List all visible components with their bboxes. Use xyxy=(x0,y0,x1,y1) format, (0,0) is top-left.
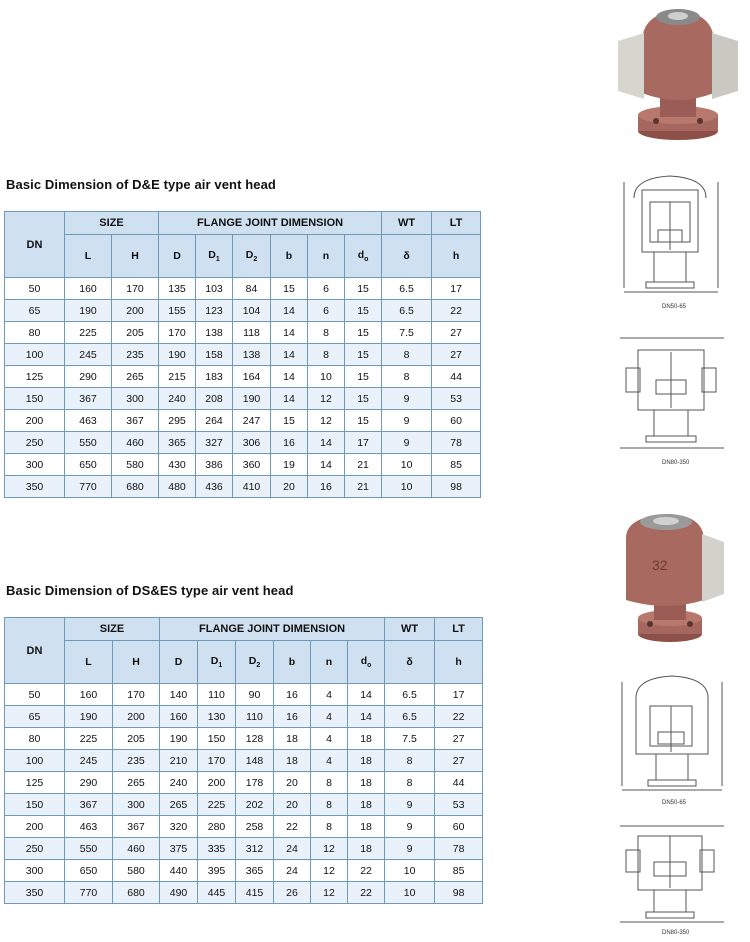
drawing-caption: DN50-65 xyxy=(662,800,687,806)
casting-marking: 32 xyxy=(652,557,668,573)
table-cell: 335 xyxy=(198,838,236,860)
table-cell: 27 xyxy=(432,322,481,344)
col-header: $D_2$ xyxy=(233,235,271,278)
table-cell: 9 xyxy=(385,816,435,838)
col-header: D xyxy=(160,641,198,684)
table-cell: 367 xyxy=(65,794,113,816)
wt-header: WT xyxy=(382,212,432,235)
dn-cell: 150 xyxy=(5,388,65,410)
table-cell: 365 xyxy=(159,432,196,454)
col-header: δ xyxy=(385,641,435,684)
table-cell: 17 xyxy=(435,684,483,706)
table-cell: 367 xyxy=(112,410,159,432)
col-header: b xyxy=(271,235,308,278)
table-cell: 9 xyxy=(385,838,435,860)
table-cell: 190 xyxy=(159,344,196,366)
table-cell: 27 xyxy=(432,344,481,366)
wt-header: WT xyxy=(385,618,435,641)
table-cell: 205 xyxy=(113,728,160,750)
table-cell: 140 xyxy=(160,684,198,706)
table-cell: 15 xyxy=(345,366,382,388)
col-header: $d_o$ xyxy=(348,641,385,684)
table-cell: 16 xyxy=(308,476,345,498)
dn-cell: 300 xyxy=(5,454,65,476)
dn-cell: 50 xyxy=(5,684,65,706)
table-cell: 463 xyxy=(65,816,113,838)
table-cell: 12 xyxy=(311,860,348,882)
dn-cell: 125 xyxy=(5,772,65,794)
table-cell: 18 xyxy=(348,772,385,794)
flange-header: FLANGE JOINT DIMENSION xyxy=(160,618,385,641)
dn-cell: 350 xyxy=(5,476,65,498)
table-2-title: Basic Dimension of DS&ES type air vent head xyxy=(6,583,294,598)
table-cell: 225 xyxy=(65,728,113,750)
dimension-table-de xyxy=(4,211,481,498)
table-cell: 6.5 xyxy=(385,706,435,728)
table-row xyxy=(5,388,481,410)
table-cell: 210 xyxy=(160,750,198,772)
drawing-caption: DN80-350 xyxy=(662,460,690,466)
table-cell: 19 xyxy=(271,454,308,476)
col-header: $D_1$ xyxy=(198,641,236,684)
dn-cell: 250 xyxy=(5,838,65,860)
table-cell: 10 xyxy=(382,476,432,498)
table-cell: 155 xyxy=(159,300,196,322)
table-cell: 98 xyxy=(432,476,481,498)
table-row xyxy=(5,684,483,706)
dn-cell: 65 xyxy=(5,300,65,322)
table-cell: 135 xyxy=(159,278,196,300)
flange-header: FLANGE JOINT DIMENSION xyxy=(159,212,382,235)
table-cell: 148 xyxy=(236,750,274,772)
table-cell: 245 xyxy=(65,750,113,772)
table-cell: 205 xyxy=(112,322,159,344)
table-cell: 490 xyxy=(160,882,198,904)
table-row xyxy=(5,344,481,366)
table-cell: 9 xyxy=(382,388,432,410)
table-cell: 265 xyxy=(113,772,160,794)
dn-cell: 65 xyxy=(5,706,65,728)
table-cell: 8 xyxy=(311,816,348,838)
table-cell: 7.5 xyxy=(382,322,432,344)
col-header: δ xyxy=(382,235,432,278)
table-cell: 16 xyxy=(274,706,311,728)
table-cell: 60 xyxy=(435,816,483,838)
table-row xyxy=(5,860,483,882)
technical-drawing-de-large xyxy=(614,322,732,470)
table-cell: 190 xyxy=(65,706,113,728)
table-cell: 327 xyxy=(196,432,233,454)
table-cell: 164 xyxy=(233,366,271,388)
table-row xyxy=(5,432,481,454)
table-cell: 10 xyxy=(385,882,435,904)
table-cell: 60 xyxy=(432,410,481,432)
table-cell: 18 xyxy=(348,794,385,816)
table-cell: 22 xyxy=(435,706,483,728)
table-cell: 9 xyxy=(382,410,432,432)
table-cell: 17 xyxy=(345,432,382,454)
table-cell: 15 xyxy=(345,344,382,366)
table-cell: 18 xyxy=(348,750,385,772)
table-cell: 265 xyxy=(112,366,159,388)
table-cell: 160 xyxy=(160,706,198,728)
table-cell: 15 xyxy=(271,278,308,300)
table-cell: 410 xyxy=(233,476,271,498)
table-cell: 12 xyxy=(311,838,348,860)
col-header: $D_2$ xyxy=(236,641,274,684)
table-cell: 680 xyxy=(113,882,160,904)
table-cell: 200 xyxy=(112,300,159,322)
dn-cell: 50 xyxy=(5,278,65,300)
table-cell: 240 xyxy=(159,388,196,410)
table-cell: 18 xyxy=(348,728,385,750)
table-cell: 360 xyxy=(233,454,271,476)
table-cell: 6 xyxy=(308,278,345,300)
table-cell: 9 xyxy=(385,794,435,816)
table-cell: 445 xyxy=(198,882,236,904)
vent-head-photo-de xyxy=(612,3,744,143)
table-cell: 20 xyxy=(271,476,308,498)
table-cell: 15 xyxy=(345,278,382,300)
table-cell: 18 xyxy=(274,750,311,772)
table-row xyxy=(5,476,481,498)
table-cell: 85 xyxy=(435,860,483,882)
table-cell: 415 xyxy=(236,882,274,904)
table-cell: 550 xyxy=(65,432,112,454)
table-cell: 245 xyxy=(65,344,112,366)
dn-cell: 80 xyxy=(5,728,65,750)
table-cell: 290 xyxy=(65,772,113,794)
table-cell: 10 xyxy=(382,454,432,476)
table-cell: 160 xyxy=(65,278,112,300)
table-cell: 14 xyxy=(271,300,308,322)
table-cell: 85 xyxy=(432,454,481,476)
table-cell: 12 xyxy=(311,882,348,904)
table-cell: 53 xyxy=(435,794,483,816)
table-cell: 15 xyxy=(345,388,382,410)
table-cell: 15 xyxy=(271,410,308,432)
col-header: L xyxy=(65,641,113,684)
table-cell: 190 xyxy=(233,388,271,410)
table-cell: 215 xyxy=(159,366,196,388)
table-cell: 190 xyxy=(160,728,198,750)
table-row xyxy=(5,410,481,432)
dn-cell: 300 xyxy=(5,860,65,882)
lt-header: LT xyxy=(432,212,481,235)
col-header: H xyxy=(113,641,160,684)
col-header: h xyxy=(435,641,483,684)
technical-drawing-ds-small xyxy=(614,662,732,810)
table-cell: 78 xyxy=(432,432,481,454)
table-cell: 258 xyxy=(236,816,274,838)
size-header: SIZE xyxy=(65,618,160,641)
dn-header: DN xyxy=(5,212,65,278)
table-cell: 386 xyxy=(196,454,233,476)
table-cell: 8 xyxy=(311,772,348,794)
table-cell: 4 xyxy=(311,728,348,750)
table-cell: 12 xyxy=(308,388,345,410)
table-cell: 170 xyxy=(113,684,160,706)
table-cell: 8 xyxy=(308,322,345,344)
table-cell: 158 xyxy=(196,344,233,366)
table-cell: 460 xyxy=(112,432,159,454)
table-cell: 300 xyxy=(112,388,159,410)
dn-cell: 100 xyxy=(5,344,65,366)
table-row xyxy=(5,300,481,322)
col-header: n xyxy=(308,235,345,278)
table-cell: 208 xyxy=(196,388,233,410)
table-cell: 463 xyxy=(65,410,112,432)
dn-cell: 80 xyxy=(5,322,65,344)
table-cell: 375 xyxy=(160,838,198,860)
table-cell: 6 xyxy=(308,300,345,322)
table-cell: 770 xyxy=(65,882,113,904)
table-cell: 225 xyxy=(65,322,112,344)
table-cell: 290 xyxy=(65,366,112,388)
table-cell: 6.5 xyxy=(385,684,435,706)
table-cell: 138 xyxy=(196,322,233,344)
table-cell: 306 xyxy=(233,432,271,454)
col-header: H xyxy=(112,235,159,278)
table-cell: 10 xyxy=(308,366,345,388)
table-cell: 14 xyxy=(308,454,345,476)
dn-cell: 125 xyxy=(5,366,65,388)
table-cell: 8 xyxy=(385,750,435,772)
table-cell: 15 xyxy=(345,410,382,432)
table-cell: 240 xyxy=(160,772,198,794)
technical-drawing-ds-large xyxy=(614,814,732,938)
table-cell: 15 xyxy=(345,322,382,344)
table-row xyxy=(5,728,483,750)
table-cell: 430 xyxy=(159,454,196,476)
drawing-caption: DN80-350 xyxy=(662,930,690,936)
table-cell: 9 xyxy=(382,432,432,454)
table-cell: 14 xyxy=(271,388,308,410)
table-cell: 312 xyxy=(236,838,274,860)
col-header: $D_1$ xyxy=(196,235,233,278)
table-cell: 8 xyxy=(382,366,432,388)
table-cell: 436 xyxy=(196,476,233,498)
table-cell: 78 xyxy=(435,838,483,860)
table-cell: 104 xyxy=(233,300,271,322)
table-row xyxy=(5,278,481,300)
table-cell: 14 xyxy=(271,366,308,388)
table-cell: 770 xyxy=(65,476,112,498)
table-cell: 16 xyxy=(274,684,311,706)
table-cell: 21 xyxy=(345,476,382,498)
table-cell: 14 xyxy=(348,706,385,728)
table-cell: 265 xyxy=(160,794,198,816)
table-cell: 90 xyxy=(236,684,274,706)
table-cell: 20 xyxy=(274,794,311,816)
table-cell: 365 xyxy=(236,860,274,882)
table-cell: 6.5 xyxy=(382,300,432,322)
table-cell: 7.5 xyxy=(385,728,435,750)
table-cell: 53 xyxy=(432,388,481,410)
technical-drawing-de-small xyxy=(614,158,732,312)
col-header: L xyxy=(65,235,112,278)
table-cell: 580 xyxy=(113,860,160,882)
dn-cell: 250 xyxy=(5,432,65,454)
table-cell: 650 xyxy=(65,860,113,882)
table-cell: 235 xyxy=(113,750,160,772)
dn-cell: 200 xyxy=(5,410,65,432)
dn-cell: 150 xyxy=(5,794,65,816)
table-cell: 110 xyxy=(236,706,274,728)
table-cell: 10 xyxy=(385,860,435,882)
table-cell: 4 xyxy=(311,684,348,706)
table-cell: 26 xyxy=(274,882,311,904)
table-cell: 460 xyxy=(113,838,160,860)
table-cell: 300 xyxy=(113,794,160,816)
table-cell: 295 xyxy=(159,410,196,432)
table-cell: 16 xyxy=(271,432,308,454)
table-row xyxy=(5,366,481,388)
table-cell: 8 xyxy=(308,344,345,366)
table-cell: 367 xyxy=(65,388,112,410)
table-cell: 84 xyxy=(233,278,271,300)
col-header: D xyxy=(159,235,196,278)
table-cell: 18 xyxy=(274,728,311,750)
table-cell: 395 xyxy=(198,860,236,882)
table-cell: 235 xyxy=(112,344,159,366)
col-header: b xyxy=(274,641,311,684)
table-cell: 150 xyxy=(198,728,236,750)
table-cell: 138 xyxy=(233,344,271,366)
dimension-table-ds-es xyxy=(4,617,483,904)
table-cell: 20 xyxy=(274,772,311,794)
table-cell: 103 xyxy=(196,278,233,300)
table-row xyxy=(5,816,483,838)
table-cell: 17 xyxy=(432,278,481,300)
table-cell: 14 xyxy=(348,684,385,706)
table-cell: 247 xyxy=(233,410,271,432)
table-cell: 280 xyxy=(198,816,236,838)
table-cell: 130 xyxy=(198,706,236,728)
table-cell: 170 xyxy=(112,278,159,300)
lt-header: LT xyxy=(435,618,483,641)
table-row xyxy=(5,772,483,794)
table-row xyxy=(5,838,483,860)
table-cell: 44 xyxy=(432,366,481,388)
table-cell: 264 xyxy=(196,410,233,432)
table-cell: 550 xyxy=(65,838,113,860)
table-cell: 160 xyxy=(65,684,113,706)
table-cell: 200 xyxy=(198,772,236,794)
table-cell: 18 xyxy=(348,838,385,860)
table-cell: 4 xyxy=(311,706,348,728)
table-cell: 367 xyxy=(113,816,160,838)
table-cell: 480 xyxy=(159,476,196,498)
table-row xyxy=(5,454,481,476)
table-cell: 14 xyxy=(271,322,308,344)
table-cell: 170 xyxy=(159,322,196,344)
table-row xyxy=(5,882,483,904)
table-cell: 8 xyxy=(311,794,348,816)
table-cell: 12 xyxy=(308,410,345,432)
table-row xyxy=(5,750,483,772)
table-row xyxy=(5,322,481,344)
dn-header: DN xyxy=(5,618,65,684)
table-cell: 123 xyxy=(196,300,233,322)
table-cell: 202 xyxy=(236,794,274,816)
table-cell: 21 xyxy=(345,454,382,476)
table-1-title: Basic Dimension of D&E type air vent head xyxy=(6,177,276,192)
col-header: h xyxy=(432,235,481,278)
table-cell: 200 xyxy=(113,706,160,728)
table-cell: 15 xyxy=(345,300,382,322)
table-cell: 22 xyxy=(432,300,481,322)
dn-cell: 200 xyxy=(5,816,65,838)
table-cell: 6.5 xyxy=(382,278,432,300)
table-cell: 183 xyxy=(196,366,233,388)
table-cell: 580 xyxy=(112,454,159,476)
table-cell: 44 xyxy=(435,772,483,794)
dn-cell: 350 xyxy=(5,882,65,904)
dn-cell: 100 xyxy=(5,750,65,772)
table-cell: 110 xyxy=(198,684,236,706)
table-cell: 8 xyxy=(382,344,432,366)
table-cell: 680 xyxy=(112,476,159,498)
table-cell: 27 xyxy=(435,728,483,750)
drawing-caption: DN50-65 xyxy=(662,304,687,310)
table-cell: 24 xyxy=(274,860,311,882)
vent-head-photo-ds-es xyxy=(616,508,728,648)
table-cell: 14 xyxy=(308,432,345,454)
table-cell: 27 xyxy=(435,750,483,772)
table-cell: 22 xyxy=(274,816,311,838)
table-cell: 22 xyxy=(348,882,385,904)
table-cell: 18 xyxy=(348,816,385,838)
table-row xyxy=(5,706,483,728)
table-cell: 118 xyxy=(233,322,271,344)
table-cell: 440 xyxy=(160,860,198,882)
table-cell: 320 xyxy=(160,816,198,838)
table-cell: 225 xyxy=(198,794,236,816)
col-header: $d_o$ xyxy=(345,235,382,278)
size-header: SIZE xyxy=(65,212,159,235)
table-cell: 24 xyxy=(274,838,311,860)
table-cell: 4 xyxy=(311,750,348,772)
table-cell: 178 xyxy=(236,772,274,794)
table-cell: 22 xyxy=(348,860,385,882)
col-header: n xyxy=(311,641,348,684)
table-cell: 14 xyxy=(271,344,308,366)
table-cell: 170 xyxy=(198,750,236,772)
table-row xyxy=(5,794,483,816)
table-cell: 190 xyxy=(65,300,112,322)
table-cell: 650 xyxy=(65,454,112,476)
table-cell: 8 xyxy=(385,772,435,794)
table-cell: 128 xyxy=(236,728,274,750)
table-cell: 98 xyxy=(435,882,483,904)
